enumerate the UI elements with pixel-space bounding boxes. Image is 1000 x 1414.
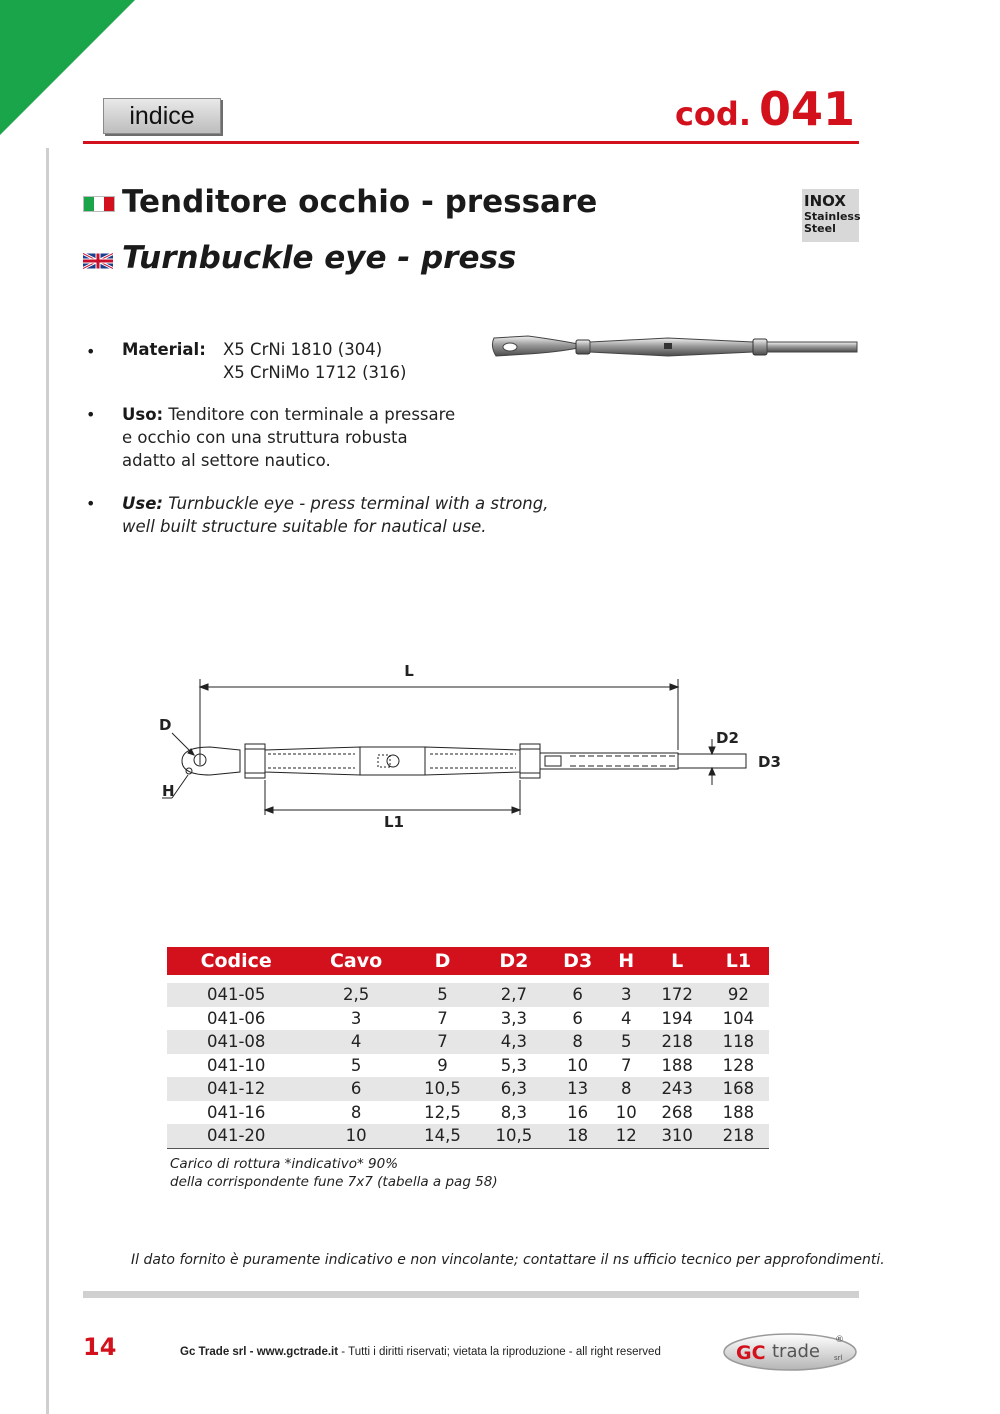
use-text — [122, 492, 548, 538]
table-cell: 13 — [550, 1077, 606, 1101]
table-cell: 14,5 — [407, 1124, 478, 1148]
table-row — [167, 1124, 769, 1148]
table-cell: 6 — [572, 1008, 583, 1028]
table-row — [167, 1030, 769, 1054]
table-cell: 6 — [550, 983, 606, 1007]
table-cell: 10 — [305, 1124, 406, 1148]
table-cell: 128 — [722, 1055, 755, 1075]
table-cell: 188 — [722, 1102, 755, 1122]
table-cell: 6 — [305, 1077, 406, 1101]
table-cell: 16 — [567, 1102, 589, 1122]
table-header-row — [167, 947, 769, 975]
uso-line: Tenditore con terminale a pressare — [168, 405, 456, 424]
bullet-icon: • — [86, 342, 96, 361]
table-row — [167, 1007, 769, 1031]
uso-label: Uso: — [122, 405, 164, 424]
table-cell: 12,5 — [424, 1102, 461, 1122]
table-cell: 2,7 — [478, 983, 549, 1007]
inox-line2: Steel — [804, 222, 836, 235]
table-cell: 7 — [407, 1030, 478, 1054]
table-cell: 188 — [661, 1055, 693, 1075]
table-cell: 9 — [437, 1055, 448, 1075]
uso-line: e occhio con una struttura robusta — [122, 428, 408, 447]
table-row — [167, 1077, 769, 1101]
table-cell: 041-06 — [206, 1008, 266, 1028]
note-line: della corrispondente fune 7x7 (tabella a pag 58) — [170, 1174, 498, 1190]
breaking-load-note — [170, 1155, 498, 1191]
footer-divider — [83, 1291, 859, 1298]
table-cell: 118 — [708, 1030, 769, 1054]
turnbuckle-product-image — [488, 326, 860, 366]
dim-label-L1: L1 — [384, 813, 404, 831]
table-cell: 10,5 — [478, 1124, 549, 1148]
footer-rights: - Tutti i diritti riservati; vietata la riproduzione - all right reserved — [338, 1346, 661, 1358]
table-cell: 5 — [606, 1030, 647, 1054]
header-divider — [83, 141, 859, 144]
dim-label-L: L — [404, 662, 414, 680]
product-code — [675, 82, 855, 136]
uk-flag-icon — [83, 253, 113, 269]
column-header: D3 — [550, 947, 606, 975]
dim-label-D: D — [159, 716, 172, 734]
table-cell: 218 — [647, 1030, 708, 1054]
footer-company: Gc Trade srl - www.gctrade.it — [180, 1346, 339, 1358]
use-label: Use: — [122, 494, 164, 513]
disclaimer-text: Il dato fornito è puramente indicativo e non vincolante; contattare il ns ufficio tecnico per approfondimenti. — [131, 1252, 885, 1268]
dim-label-D2: D2 — [716, 729, 739, 747]
table-cell: 041-10 — [206, 1055, 266, 1075]
table-cell: 4,3 — [478, 1030, 549, 1054]
column-header: Codice — [167, 947, 305, 975]
table-row — [167, 1054, 769, 1078]
table-cell: 6,3 — [478, 1077, 549, 1101]
table-cell: 92 — [708, 983, 769, 1007]
use-line: well built structure suitable for nautical use. — [122, 517, 487, 536]
footer-text — [180, 1346, 661, 1358]
table-cell: 3,3 — [500, 1008, 527, 1028]
column-header: Cavo — [305, 947, 406, 975]
table-cell: 041-08 — [167, 1030, 305, 1054]
bullet-icon: • — [86, 494, 96, 513]
dim-label-H: H — [162, 782, 175, 800]
gc-trade-logo — [722, 1330, 860, 1372]
table-cell: 8,3 — [500, 1102, 527, 1122]
table-cell: 18 — [550, 1124, 606, 1148]
column-header: D — [407, 947, 478, 975]
uso-text — [122, 403, 455, 472]
table-cell: 7 — [437, 1008, 448, 1028]
table-cell: 8 — [550, 1030, 606, 1054]
dim-label-D3: D3 — [758, 753, 781, 771]
logo-srl: srl — [834, 1354, 843, 1362]
code-number: 041 — [758, 82, 855, 136]
material-line: X5 CrNi 1810 (304) — [223, 340, 383, 359]
table-cell: 3 — [350, 1008, 362, 1028]
technical-drawing — [150, 655, 790, 840]
table-cell: 8 — [350, 1102, 362, 1122]
code-prefix: cod. — [674, 95, 751, 133]
table-row — [167, 1101, 769, 1125]
table-cell: 041-16 — [206, 1102, 266, 1122]
title-italian: Tenditore occhio - pressare — [122, 184, 598, 220]
table-cell: 041-05 — [167, 983, 305, 1007]
table-cell: 041-20 — [167, 1124, 305, 1148]
inox-label: INOX — [804, 192, 846, 210]
table-cell: 4 — [305, 1030, 406, 1054]
table-cell: 8 — [606, 1077, 647, 1101]
table-cell: 243 — [647, 1077, 708, 1101]
table-cell: 4 — [620, 1008, 632, 1028]
specification-table — [167, 947, 769, 1149]
italian-flag-icon — [83, 196, 115, 212]
index-button[interactable]: indice — [103, 98, 221, 134]
title-english: Turnbuckle eye - press — [122, 240, 517, 276]
table-cell: 218 — [708, 1124, 769, 1148]
table-cell: 2,5 — [305, 983, 406, 1007]
inox-badge — [802, 189, 859, 242]
column-header: H — [606, 947, 647, 975]
page-number: 14 — [83, 1333, 117, 1361]
inox-line1: Stainless — [804, 210, 861, 223]
table-cell: 172 — [647, 983, 708, 1007]
material-line: X5 CrNiMo 1712 (316) — [223, 363, 407, 382]
table-cell: 5 — [407, 983, 478, 1007]
table-cell: 10,5 — [407, 1077, 478, 1101]
left-margin-rule — [46, 148, 49, 1414]
table-cell: 12 — [606, 1124, 647, 1148]
column-header: D2 — [478, 947, 549, 975]
bullet-icon: • — [86, 405, 96, 424]
logo-registered: ® — [835, 1335, 844, 1345]
material-label: Material: — [122, 340, 206, 359]
table-cell: 194 — [661, 1008, 693, 1028]
note-line: Carico di rottura *indicativo* 90% — [170, 1156, 399, 1172]
table-cell: 5,3 — [500, 1055, 527, 1075]
table-cell: 310 — [647, 1124, 708, 1148]
table-cell: 3 — [606, 983, 647, 1007]
uso-line: adatto al settore nautico. — [122, 451, 331, 470]
table-cell: 041-12 — [167, 1077, 305, 1101]
table-cell: 5 — [350, 1055, 362, 1075]
table-cell: 10 — [615, 1102, 637, 1122]
table-cell: 10 — [567, 1055, 589, 1075]
table-cell: 7 — [620, 1055, 632, 1075]
column-header: L — [647, 947, 708, 975]
column-header: L1 — [708, 947, 769, 975]
table-cell: 168 — [708, 1077, 769, 1101]
logo-trade: trade — [772, 1341, 820, 1362]
table-cell: 268 — [661, 1102, 693, 1122]
table-row — [167, 983, 769, 1007]
table-cell: 104 — [722, 1008, 755, 1028]
logo-gc: GC — [736, 1342, 766, 1364]
use-line: Turnbuckle eye - press terminal with a strong, — [168, 494, 549, 513]
